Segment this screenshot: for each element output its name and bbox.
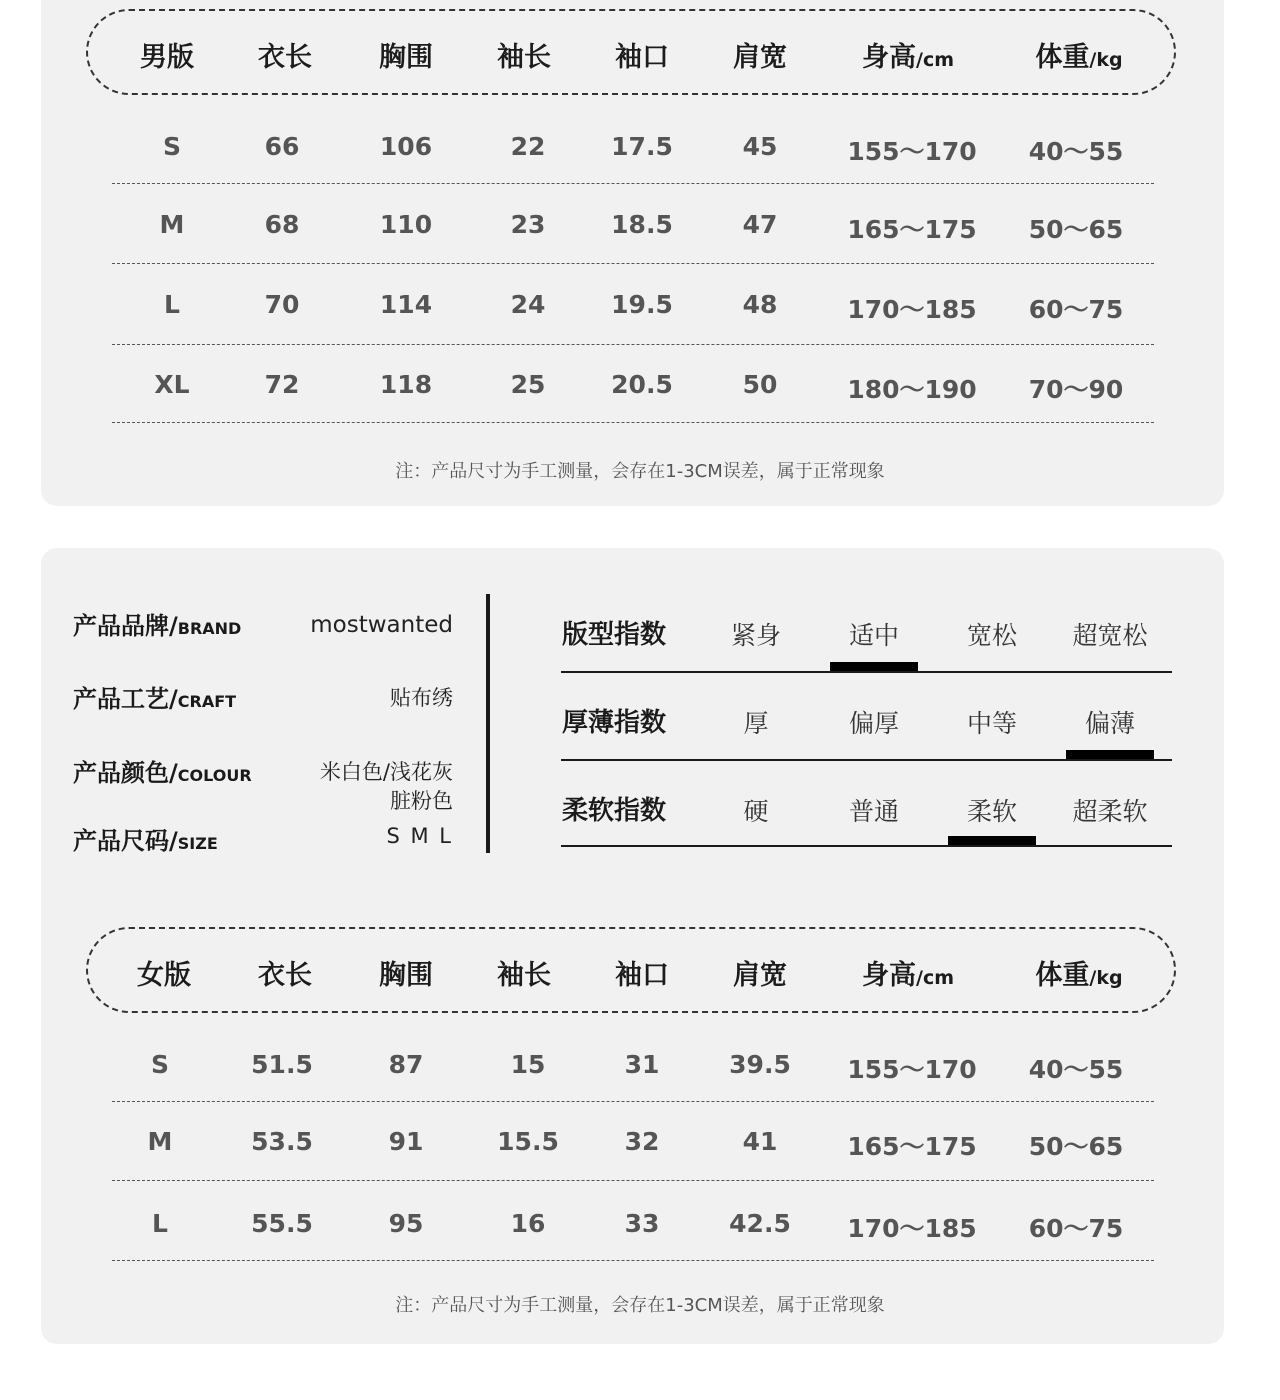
index-option: 厚 [743,709,769,738]
table-cell: 51.5 [251,1050,313,1079]
table-cell: XL [154,370,190,399]
index-option: 中等 [966,709,1018,738]
index-option: 超宽松 [1072,621,1148,650]
size-label-en: SIZE [177,834,218,853]
table-cell: 155～170 [847,1055,977,1084]
row-divider [112,1101,1154,1102]
table-cell: 50 [742,370,778,399]
mens-header-weight-unit: /kg [1089,49,1123,71]
table-cell: 31 [624,1050,660,1079]
table-cell: 118 [379,370,433,399]
brand-value: mostwanted [310,612,453,638]
index-option: 适中 [848,621,900,650]
mens-header-size: 男版 [140,42,194,73]
mens-header-cuff: 袖口 [615,42,669,73]
colour-label-en: COLOUR [177,766,252,785]
table-cell: 50～65 [1028,215,1124,244]
row-divider [112,422,1154,423]
index-baseline [561,845,1172,847]
mens-header-sleeve: 袖长 [497,42,551,73]
table-cell: 24 [510,290,546,319]
row-divider [112,1180,1154,1181]
mens-header-height-unit: /cm [916,49,954,71]
index-baseline [561,671,1172,673]
womens-header-weight [1035,953,1122,992]
craft-label [73,679,236,714]
table-cell: 39.5 [729,1050,791,1079]
table-cell: 180～190 [847,375,977,404]
table-cell: L [152,1209,168,1238]
row-divider [112,263,1154,264]
index-selected-marker [1066,750,1154,759]
table-cell: 155～170 [847,137,977,166]
colour-value: 米白色/浅花灰 [319,760,453,784]
table-cell: 60～75 [1028,1214,1124,1243]
table-cell: 18.5 [611,210,673,239]
row-divider [112,344,1154,345]
table-cell: 47 [742,210,778,239]
table-cell: 114 [379,290,433,319]
table-cell: 170～185 [847,1214,977,1243]
table-cell: 41 [742,1127,778,1156]
table-cell: M [159,210,185,239]
table-cell: 50～65 [1028,1132,1124,1161]
table-cell: 15 [510,1050,546,1079]
table-cell: 48 [742,290,778,319]
table-cell: 20.5 [611,370,673,399]
table-cell: 55.5 [251,1209,313,1238]
row-divider [112,183,1154,184]
womens-header-sleeve: 袖长 [497,960,551,991]
table-cell: M [147,1127,173,1156]
table-cell: 25 [510,370,546,399]
table-cell: 68 [264,210,300,239]
mens-header-weight [1035,35,1122,74]
table-cell: 165～175 [847,215,977,244]
womens-header-weight-unit: /kg [1089,967,1123,989]
womens-header-height-unit: /cm [916,967,954,989]
size-label [73,821,218,856]
table-cell: 23 [510,210,546,239]
index-option: 宽松 [966,621,1018,650]
table-cell: 106 [379,132,433,161]
table-cell: 165～175 [847,1132,977,1161]
womens-note: 注：产品尺寸为手工测量，会存在1-3CM误差，属于正常现象 [395,1295,885,1316]
size-value: S M L [386,824,453,848]
table-cell: 60～75 [1028,295,1124,324]
mens-note: 注：产品尺寸为手工测量，会存在1-3CM误差，属于正常现象 [395,461,885,482]
table-cell: S [162,132,182,161]
index-baseline [561,759,1172,761]
table-cell: 95 [388,1209,424,1238]
info-divider [486,594,490,853]
table-cell: L [164,290,180,319]
index-selected-marker [830,662,918,671]
mens-header-height-label: 身高 [862,42,916,73]
mens-header-weight-label: 体重 [1035,42,1090,73]
index-title: 柔软指数 [562,796,667,826]
table-cell: S [150,1050,170,1079]
mens-header-shoulder: 肩宽 [733,42,787,73]
table-cell: 16 [510,1209,546,1238]
colour-label-cn: 产品颜色/ [73,759,178,787]
brand-label-cn: 产品品牌/ [73,612,178,640]
index-option: 偏厚 [848,709,900,738]
mens-header-height [862,35,954,74]
table-cell: 72 [264,370,300,399]
table-cell: 42.5 [729,1209,791,1238]
womens-header-height-label: 身高 [862,960,916,991]
colour-value-2: 脏粉色 [390,789,453,813]
table-cell: 70 [264,290,300,319]
table-cell: 110 [379,210,433,239]
table-cell: 15.5 [497,1127,559,1156]
craft-value: 贴布绣 [390,686,453,710]
table-cell: 91 [388,1127,424,1156]
table-cell: 70～90 [1028,375,1124,404]
row-divider [112,1260,1154,1261]
index-option: 普通 [848,797,900,826]
table-cell: 32 [624,1127,660,1156]
womens-header-weight-label: 体重 [1035,960,1090,991]
table-cell: 40～55 [1028,137,1124,166]
womens-header-shoulder: 肩宽 [733,960,787,991]
table-cell: 66 [264,132,300,161]
index-title: 厚薄指数 [562,708,667,738]
index-selected-marker [948,836,1036,845]
index-option: 硬 [743,797,769,826]
table-cell: 40～55 [1028,1055,1124,1084]
womens-header-cuff: 袖口 [615,960,669,991]
index-title: 版型指数 [562,620,667,650]
womens-header-height [862,953,954,992]
craft-label-cn: 产品工艺/ [73,685,178,713]
index-option: 超柔软 [1072,797,1148,826]
index-option: 柔软 [966,797,1018,826]
womens-header-size: 女版 [137,960,191,991]
craft-label-en: CRAFT [177,692,237,711]
womens-header-chest: 胸围 [379,960,433,991]
table-cell: 170～185 [847,295,977,324]
mens-header-length: 衣长 [258,42,312,73]
size-label-cn: 产品尺码/ [73,827,178,855]
colour-label [73,753,252,788]
table-cell: 33 [624,1209,660,1238]
table-cell: 17.5 [611,132,673,161]
table-cell: 87 [388,1050,424,1079]
table-cell: 45 [742,132,778,161]
table-cell: 19.5 [611,290,673,319]
index-option: 紧身 [730,621,782,650]
brand-label [73,606,241,641]
index-option: 偏薄 [1084,709,1136,738]
womens-header-length: 衣长 [258,960,312,991]
table-cell: 53.5 [251,1127,313,1156]
mens-header-chest: 胸围 [379,42,433,73]
table-cell: 22 [510,132,546,161]
brand-label-en: BRAND [177,619,242,638]
